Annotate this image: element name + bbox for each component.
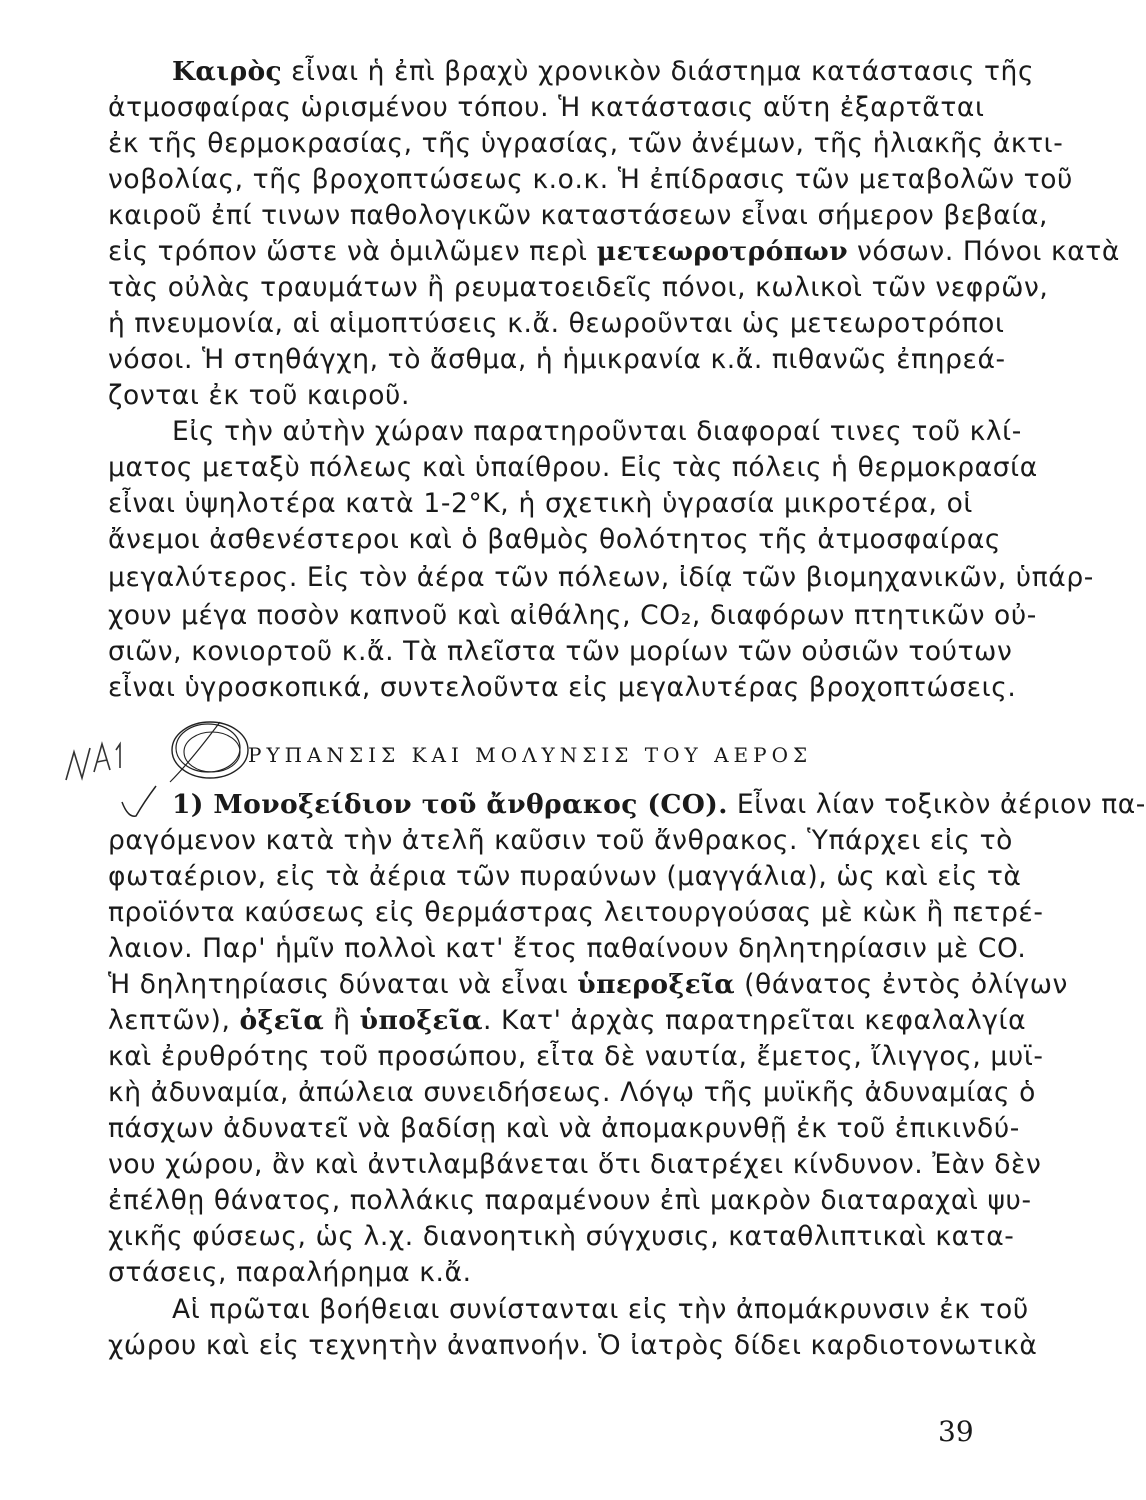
text-line: Αἱ πρῶται βοήθειαι συνίστανται εἰς τὴν ἀπομάκρυνσιν ἐκ τοῦ [172,1294,1029,1325]
text-line: καὶ ἐρυθρότης τοῦ προσώπου, εἶτα δὲ ναυτία, ἔμετος, ἴλιγγος, μυϊ- [108,1041,1044,1072]
text-line: ἐπέλθῃ θάνατος, πολλάκις παραμένουν ἐπὶ μακρὸν διαταραχαὶ ψυ- [108,1185,1032,1216]
text-line: Εἰς τὴν αὐτὴν χώραν παρατηροῦνται διαφοραί τινες τοῦ κλί- [172,416,1022,447]
text-line: ζονται ἐκ τοῦ καιροῦ. [108,380,410,411]
text-line: εἶναι ὑψηλοτέρα κατὰ 1-2°Κ, ἡ σχετικὴ ὑγρασία μικροτέρα, οἱ [108,488,973,519]
text-line: λεπτῶν), ὀξεῖα ἢ ὑποξεῖα. Κατ' ἀρχὰς παρατηρεῖται κεφαλαλγία [108,1005,1027,1036]
text-line: προϊόντα καύσεως εἰς θερμάστρας λειτουργούσας μὲ κὼκ ἢ πετρέ- [108,897,1044,928]
text-line: ἄνεμοι ἀσθενέστεροι καὶ ὁ βαθμὸς θολότητος τῆς ἀτμοσφαίρας [108,524,1002,555]
text-line: φωταέριον, εἰς τὰ ἀέρια τῶν πυραύνων (μαγγάλια), ὡς καὶ εἰς τὰ [108,861,1022,892]
bold-term: 1) Μονοξείδιον τοῦ ἄνθρακος (CO). [172,789,728,820]
text-line: σιῶν, κονιορτοῦ κ.ἄ. Τὰ πλεῖστα τῶν μορίων τῶν οὐσιῶν τούτων [108,636,1013,667]
text-line: Ἡ δηλητηρίασις δύναται νὰ εἶναι ὑπεροξεῖα (θάνατος ἐντὸς ὀλίγων [108,969,1068,1000]
text-line: εἶναι ὑγροσκοπικά, συντελοῦντα εἰς μεγαλυτέρας βροχοπτώσεις. [108,672,1017,703]
bold-term: ὑποξεῖα [359,1005,483,1036]
scribble-circle-icon [150,712,260,792]
bold-term: Καιρὸς [172,56,283,87]
text-line: ματος μεταξὺ πόλεως καὶ ὑπαίθρου. Εἰς τὰς πόλεις ἡ θερμοκρασία [108,452,1038,483]
text-line: καιροῦ ἐπί τινων παθολογικῶν καταστάσεων εἶναι σήμερον βεβαία, [108,200,1049,231]
text-line: χουν μέγα ποσὸν καπνοῦ καὶ αἰθάλης, CO₂, διαφόρων πτητικῶν οὐ- [108,600,1037,631]
text-line: χικῆς φύσεως, ὡς λ.χ. διανοητικὴ σύγχυσις, καταθλιπτικαὶ κατα- [108,1221,1015,1252]
section-heading: ΡΥΠΑΝΣΙΣ ΚΑΙ ΜΟΛΥΝΣΙΣ ΤΟΥ ΑΕΡΟΣ [248,743,813,767]
text-line: πάσχων ἀδυνατεῖ νὰ βαδίσῃ καὶ νὰ ἀπομακρυνθῇ ἐκ τοῦ ἐπικινδύ- [108,1113,1020,1144]
text-line: κὴ ἀδυναμία, ἀπώλεια συνειδήσεως. Λόγῳ τῆς μυϊκῆς ἀδυναμίας ὁ [108,1077,1036,1108]
text-line: ἀτμοσφαίρας ὡρισμένου τόπου. Ἡ κατάστασις αὕτη ἐξαρτᾶται [108,92,985,123]
text-line: νόσοι. Ἡ στηθάγχη, τὸ ἄσθμα, ἡ ἡμικρανία κ.ἄ. πιθανῶς ἐπηρεά- [108,344,1006,375]
text-line: ἡ πνευμονία, αἱ αἱμοπτύσεις κ.ἄ. θεωροῦνται ὡς μετεωροτρόποι [108,308,1005,339]
text-line: λαιον. Παρ' ἡμῖν πολλοὶ κατ' ἔτος παθαίνουν δηλητηρίασιν μὲ CO. [108,933,1027,964]
bold-term: ὑπεροξεῖα [577,969,736,1000]
text-line: χώρου καὶ εἰς τεχνητὴν ἀναπνοήν. Ὁ ἰατρὸς δίδει καρδιοτονωτικὰ [108,1330,1038,1361]
text-line: τὰς οὐλὰς τραυμάτων ἢ ρευματοειδεῖς πόνοι, κωλικοὶ τῶν νεφρῶν, [108,272,1049,303]
text-line: στάσεις, παραλήρημα κ.ἄ. [108,1257,472,1288]
bold-term: μετεωροτρόπων [596,236,848,267]
text-line: 1) Μονοξείδιον τοῦ ἄνθρακος (CO). Εἶναι λίαν τοξικὸν ἀέριον πα- [172,789,1146,820]
bold-term: ὀξεῖα [239,1005,325,1036]
text-line: νοβολίας, τῆς βροχοπτώσεως κ.ο.κ. Ἡ ἐπίδρασις τῶν μεταβολῶν τοῦ [108,164,1073,195]
text-line: ραγόμενον κατὰ τὴν ἀτελῆ καῦσιν τοῦ ἄνθρακος. Ὑπάρχει εἰς τὸ [108,825,1013,856]
page-number: 39 [938,1415,974,1448]
text-line: Καιρὸς εἶναι ἡ ἐπὶ βραχὺ χρονικὸν διάστημα κατάστασις τῆς [172,56,1035,87]
text-line: μεγαλύτερος. Εἰς τὸν ἀέρα τῶν πόλεων, ἰδίᾳ τῶν βιομηχανικῶν, ὑπάρ- [108,562,1094,593]
text-line: νου χώρου, ἂν καὶ ἀντιλαμβάνεται ὅτι διατρέχει κίνδυνον. Ἐὰν δὲν [108,1149,1042,1180]
text-line: ἐκ τῆς θερμοκρασίας, τῆς ὑγρασίας, τῶν ἀνέμων, τῆς ἡλιακῆς ἀκτι- [108,128,1064,159]
text-line: εἰς τρόπον ὥστε νὰ ὁμιλῶμεν περὶ μετεωροτρόπων νόσων. Πόνοι κατὰ [108,236,1120,267]
